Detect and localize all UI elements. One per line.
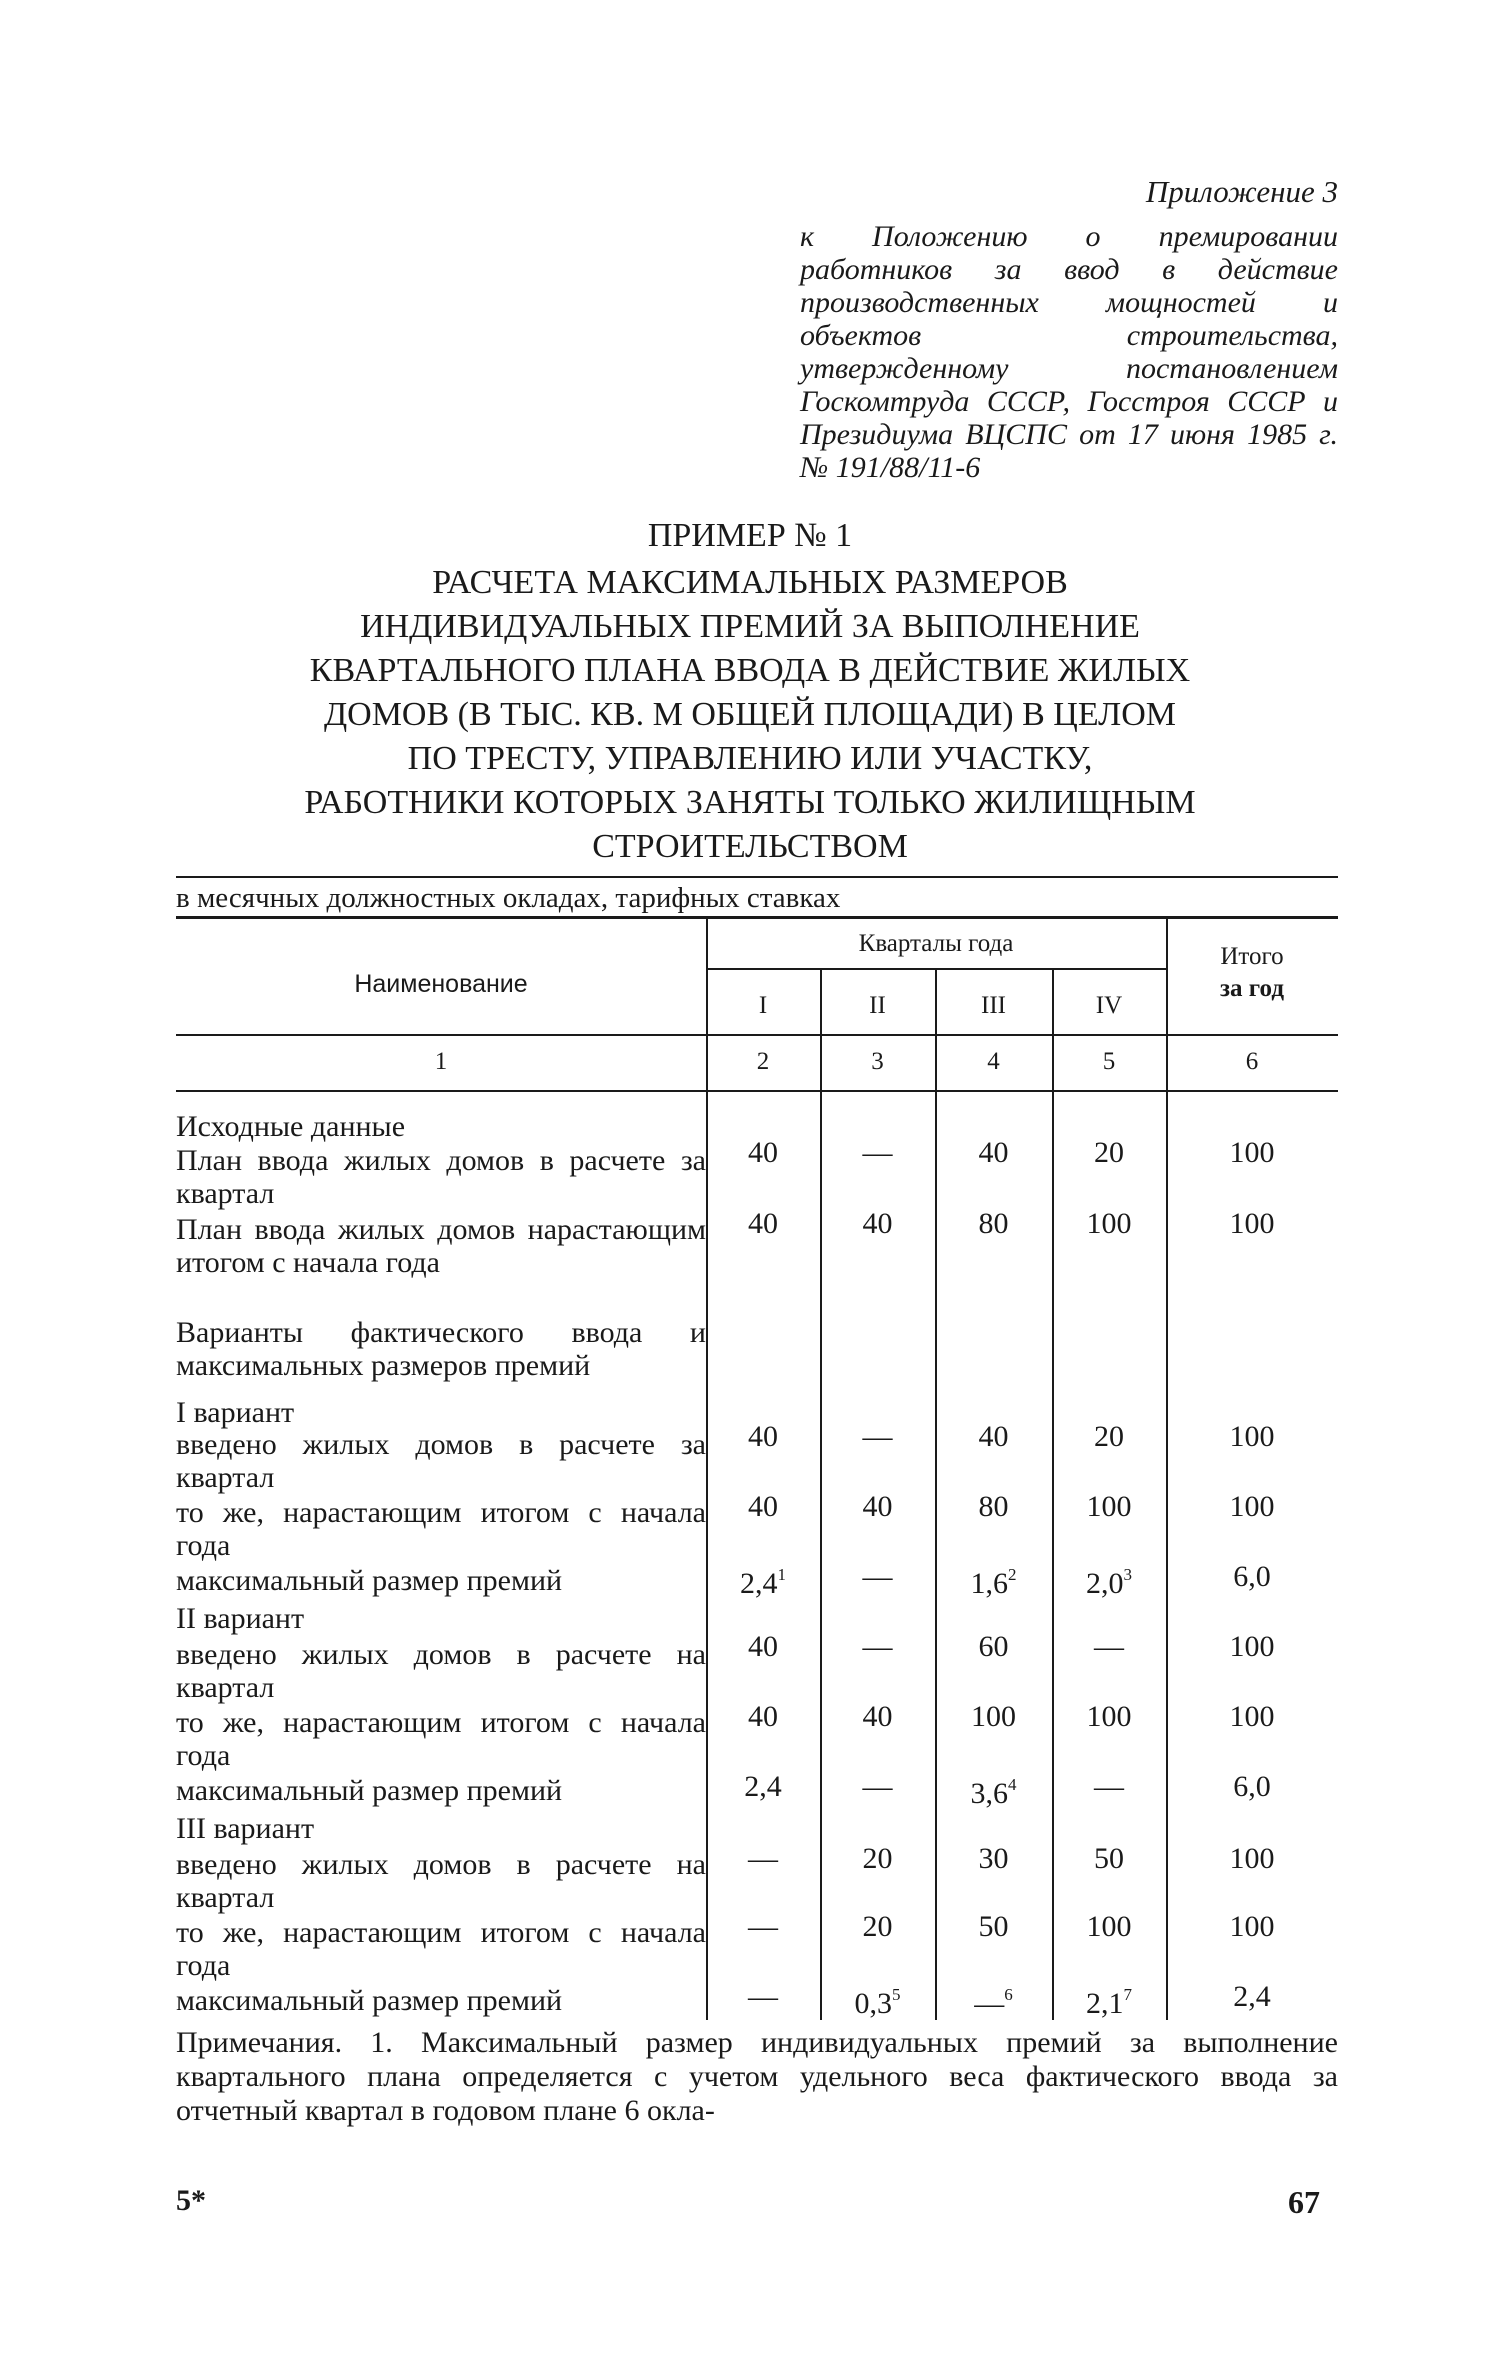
- table-cell: $2,1^7$: [1086, 1985, 1132, 2020]
- document-heading: [160, 515, 1340, 869]
- table-row-label: то же, нарастающим итогом с начала года: [176, 1916, 706, 1982]
- table-cell: 20: [1094, 1136, 1124, 1169]
- table-cell: 2,4: [1233, 1980, 1271, 2013]
- table-cell: 60: [978, 1630, 1009, 1663]
- heading-line: РАБОТНИКИ КОТОРЫХ ЗАНЯТЫ ТОЛЬКО ЖИЛИЩНЫМ: [304, 784, 1196, 821]
- heading-line: КВАРТАЛЬНОГО ПЛАНА ВВОДА В ДЕЙСТВИЕ ЖИЛЫХ: [309, 652, 1191, 689]
- footnote-mark: 3: [1123, 1565, 1132, 1584]
- table-row-label: План ввода жилых домов в расчете за квартал: [176, 1144, 706, 1210]
- table-row-label: то же, нарастающим итогом с начала года: [176, 1706, 706, 1772]
- table-cell: 40: [748, 1420, 778, 1453]
- header-top-rule: [176, 916, 1338, 919]
- table-cell: —: [748, 1980, 778, 2013]
- col-number: 6: [1245, 1048, 1259, 1075]
- table-row-label: I вариант: [176, 1396, 295, 1429]
- table-cell: —: [748, 1910, 778, 1943]
- col-header-total-1: Итого: [1220, 943, 1284, 970]
- table-row-label: введено жилых домов в расчете на квартал: [176, 1848, 706, 1914]
- table-cell: 20: [1094, 1420, 1124, 1453]
- table-cell: 40: [862, 1490, 893, 1523]
- table-row-label: III вариант: [176, 1812, 315, 1845]
- table-cell: 40: [978, 1420, 1009, 1453]
- table-cell: 40: [862, 1700, 893, 1733]
- table-cell: 100: [971, 1700, 1016, 1733]
- table-cell: —: [862, 1560, 893, 1593]
- table-cell: 100: [1086, 1207, 1132, 1240]
- table-cell: 100: [1229, 1490, 1275, 1523]
- table-cell: 40: [748, 1490, 778, 1523]
- footnote-mark: 4: [1008, 1775, 1017, 1794]
- annex-title: Приложение 3: [1145, 174, 1338, 209]
- table-cell: 50: [978, 1910, 1009, 1943]
- table-cell: 100: [1229, 1842, 1275, 1875]
- table-cell: —: [1094, 1770, 1124, 1803]
- col-header-q1: I: [758, 992, 768, 1019]
- col-number: 2: [756, 1048, 770, 1075]
- page-number: 67: [1288, 2184, 1320, 2220]
- table-cell: 100: [1229, 1136, 1275, 1169]
- table-cell: 40: [748, 1136, 778, 1169]
- table-cell: —: [862, 1136, 893, 1169]
- table-cell: 20: [862, 1910, 893, 1943]
- table-cell: 100: [1229, 1420, 1275, 1453]
- table-cell: $3,6^4$: [970, 1775, 1017, 1810]
- table-top-rule: [176, 876, 1338, 878]
- units-caption: в месячных должностных окладах, тарифных ставках: [176, 882, 841, 914]
- table-cell: 20: [862, 1842, 893, 1875]
- col-header-quarters: Кварталы года: [858, 930, 1014, 957]
- table-row-label: План ввода жилых домов нарастающим итогом с начала года: [176, 1213, 706, 1279]
- table-cell: —: [862, 1770, 893, 1803]
- body-top-rule: [176, 1090, 1338, 1092]
- table-row-label: введено жилых домов в расчете на квартал: [176, 1638, 706, 1704]
- table-cell: 100: [1086, 1700, 1132, 1733]
- heading-line: ДОМОВ (В ТЫС. КВ. М ОБЩЕЙ ПЛОЩАДИ) В ЦЕЛОМ: [323, 696, 1177, 733]
- table-cell: —$^6$: [974, 1985, 1013, 2020]
- table-cell: $1,6^2$: [970, 1565, 1017, 1600]
- table-row-label: II вариант: [176, 1602, 305, 1635]
- table-cell: 100: [1229, 1910, 1275, 1943]
- table-cell: 100: [1229, 1700, 1275, 1733]
- table-cell: 40: [748, 1207, 778, 1240]
- footnote-mark: 5: [892, 1985, 901, 2004]
- table-cell: $0,3^5$: [854, 1985, 901, 2020]
- table-cell: 40: [978, 1136, 1009, 1169]
- heading-line: СТРОИТЕЛЬСТВОМ: [592, 828, 908, 865]
- table-row-label: максимальный размер премий: [176, 1984, 563, 2017]
- footnote-mark: 2: [1008, 1565, 1017, 1584]
- table-cell: 100: [1086, 1490, 1132, 1523]
- table-row-label: Варианты фактического ввода и максимальных размеров премий: [176, 1316, 706, 1382]
- col-number: 3: [871, 1048, 884, 1075]
- table-cell: —: [748, 1842, 778, 1875]
- table-cell: —: [862, 1630, 893, 1663]
- footnote-mark: 7: [1123, 1985, 1132, 2004]
- table-cell: 100: [1086, 1910, 1132, 1943]
- col-number: 4: [987, 1048, 1000, 1075]
- table-cell: 2,4: [744, 1770, 782, 1803]
- table-cell: 30: [978, 1842, 1009, 1875]
- heading-line: ПО ТРЕСТУ, УПРАВЛЕНИЮ ИЛИ УЧАСТКУ,: [407, 740, 1093, 777]
- table-cell: 40: [748, 1700, 778, 1733]
- heading-line: РАСЧЕТА МАКСИМАЛЬНЫХ РАЗМЕРОВ: [432, 564, 1068, 601]
- table-row-label: максимальный размер премий: [176, 1564, 563, 1597]
- notes-paragraph: Примечания. 1. Максимальный размер индивидуальных премий за выполнение квартального плана определяется с учетом удельного веса фактического ввода за отчетный квартал в годовом плане 6 окла-: [176, 2026, 1338, 2127]
- col-header-q4: IV: [1095, 992, 1123, 1019]
- table-cell: 100: [1229, 1630, 1275, 1663]
- table-cell: 40: [748, 1630, 778, 1663]
- table-cell: 80: [978, 1207, 1009, 1240]
- table-row-label: Исходные данные: [176, 1110, 406, 1143]
- table-cell: —: [862, 1420, 893, 1453]
- col-header-total-2: за год: [1220, 975, 1284, 1002]
- col-header-name: Наименование: [354, 970, 528, 998]
- table-row-label: введено жилых домов в расчете за квартал: [176, 1428, 706, 1494]
- table-cell: $2,0^3$: [1086, 1565, 1132, 1600]
- annex-body: к Положению о премировании работников за ввод в действие производственных мощностей и объектов строительства, утвержденному постановлением Госкомтруда СССР, Госстроя СССР и Президиума ВЦСПС от 17 июня 1985 г. № 191/88/11-6: [800, 220, 1338, 484]
- signature-mark: 5*: [176, 2184, 206, 2217]
- col-header-q3: III: [981, 992, 1006, 1019]
- header-mid-rule: [176, 1034, 1338, 1036]
- annex-block: [800, 172, 1338, 484]
- table-cell: 100: [1229, 1207, 1275, 1240]
- table-cell: 50: [1094, 1842, 1124, 1875]
- footnote-mark: 1: [777, 1565, 786, 1584]
- table-cell: 40: [862, 1207, 893, 1240]
- example-number: ПРИМЕР № 1: [647, 517, 853, 554]
- table-cell: 6,0: [1233, 1770, 1271, 1803]
- heading-line: ИНДИВИДУАЛЬНЫХ ПРЕМИЙ ЗА ВЫПОЛНЕНИЕ: [360, 608, 1140, 645]
- table-row-label: то же, нарастающим итогом с начала года: [176, 1496, 706, 1562]
- col-header-q2: II: [869, 992, 886, 1019]
- table-cell: 6,0: [1233, 1560, 1271, 1593]
- col-number: 1: [434, 1048, 448, 1075]
- table-cell: —: [1094, 1630, 1124, 1663]
- footnote-mark: 6: [1004, 1985, 1013, 2004]
- table-row-label: максимальный размер премий: [176, 1774, 563, 1807]
- col-number: 5: [1102, 1048, 1116, 1075]
- table-cell: 80: [978, 1490, 1009, 1523]
- table-cell: $2,4^1$: [740, 1565, 786, 1600]
